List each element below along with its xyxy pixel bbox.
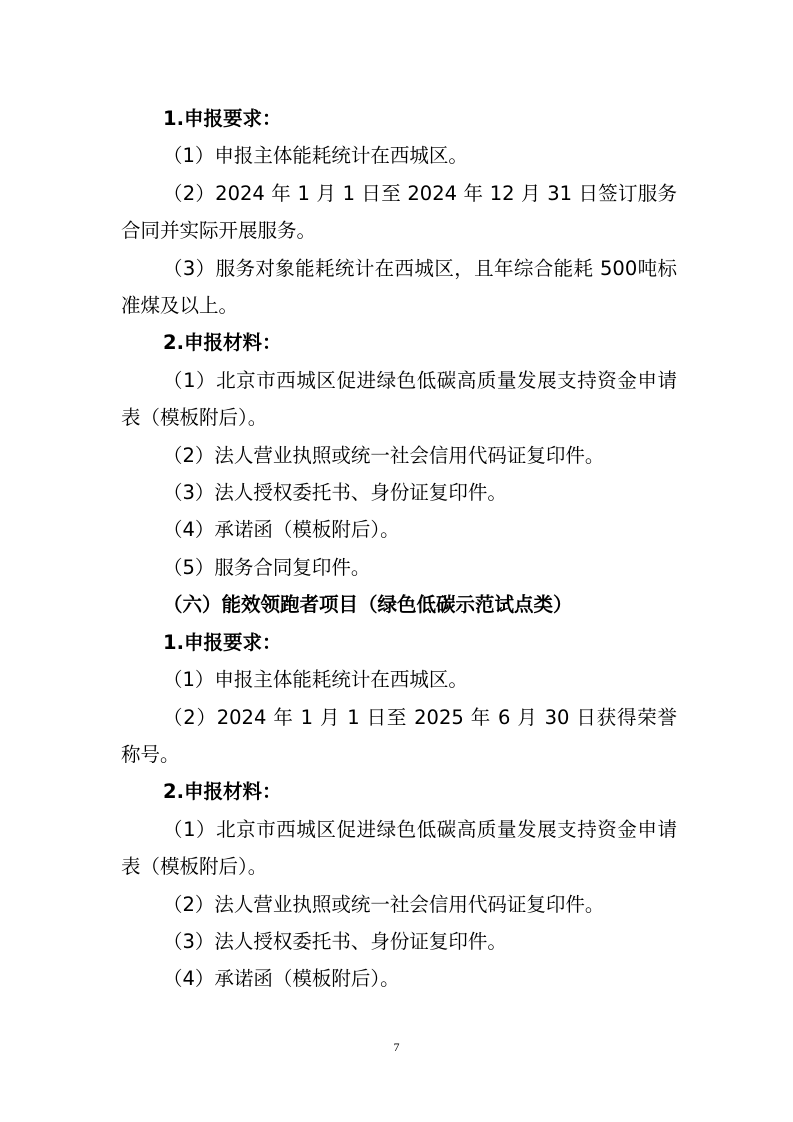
list-item: （1）申报主体能耗统计在西城区。 (163, 668, 468, 692)
list-item: （5）服务合同复印件。 (163, 555, 371, 579)
page-number: 7 (393, 1040, 400, 1054)
list-item: （2）法人营业执照或统一社会信用代码证复印件。 (163, 443, 605, 467)
section-heading-requirements: 1.申报要求： (163, 107, 282, 130)
section-heading-materials: 2.申报材料： (163, 331, 282, 355)
list-item: （1）申报主体能耗统计在西城区。 (163, 144, 468, 168)
list-item: （4）承诺函（模板附后）。 (163, 967, 400, 991)
list-item: （2）法人营业执照或统一社会信用代码证复印件。 (163, 892, 605, 916)
list-item: （3）服务对象能耗统计在西城区，且年综合能耗 500吨标准煤及以上。 (121, 256, 677, 318)
document-body (121, 100, 677, 998)
list-item: （1）北京市西城区促进绿色低碳高质量发展支持资金申请表（模板附后）。 (121, 817, 677, 879)
section-heading-materials: 2.申报材料： (163, 780, 282, 804)
list-item: （2）2024 年 1 月 1 日至 2025 年 6 月 30 日获得荣誉称号。 (121, 705, 677, 766)
list-item: （3）法人授权委托书、身份证复印件。 (163, 929, 507, 953)
list-item: （1）北京市西城区促进绿色低碳高质量发展支持资金申请表（模板附后）。 (121, 368, 677, 430)
list-item: （4）承诺函（模板附后）。 (163, 518, 400, 542)
chapter-heading: （六）能效领跑者项目（绿色低碳示范试点类） (163, 593, 573, 617)
section-heading-requirements: 1.申报要求： (163, 630, 282, 654)
list-item: （3）法人授权委托书、身份证复印件。 (163, 481, 507, 505)
list-item: （2）2024 年 1 月 1 日至 2024 年 12 月 31 日签订服务合同并实际开展服务。 (121, 181, 677, 243)
